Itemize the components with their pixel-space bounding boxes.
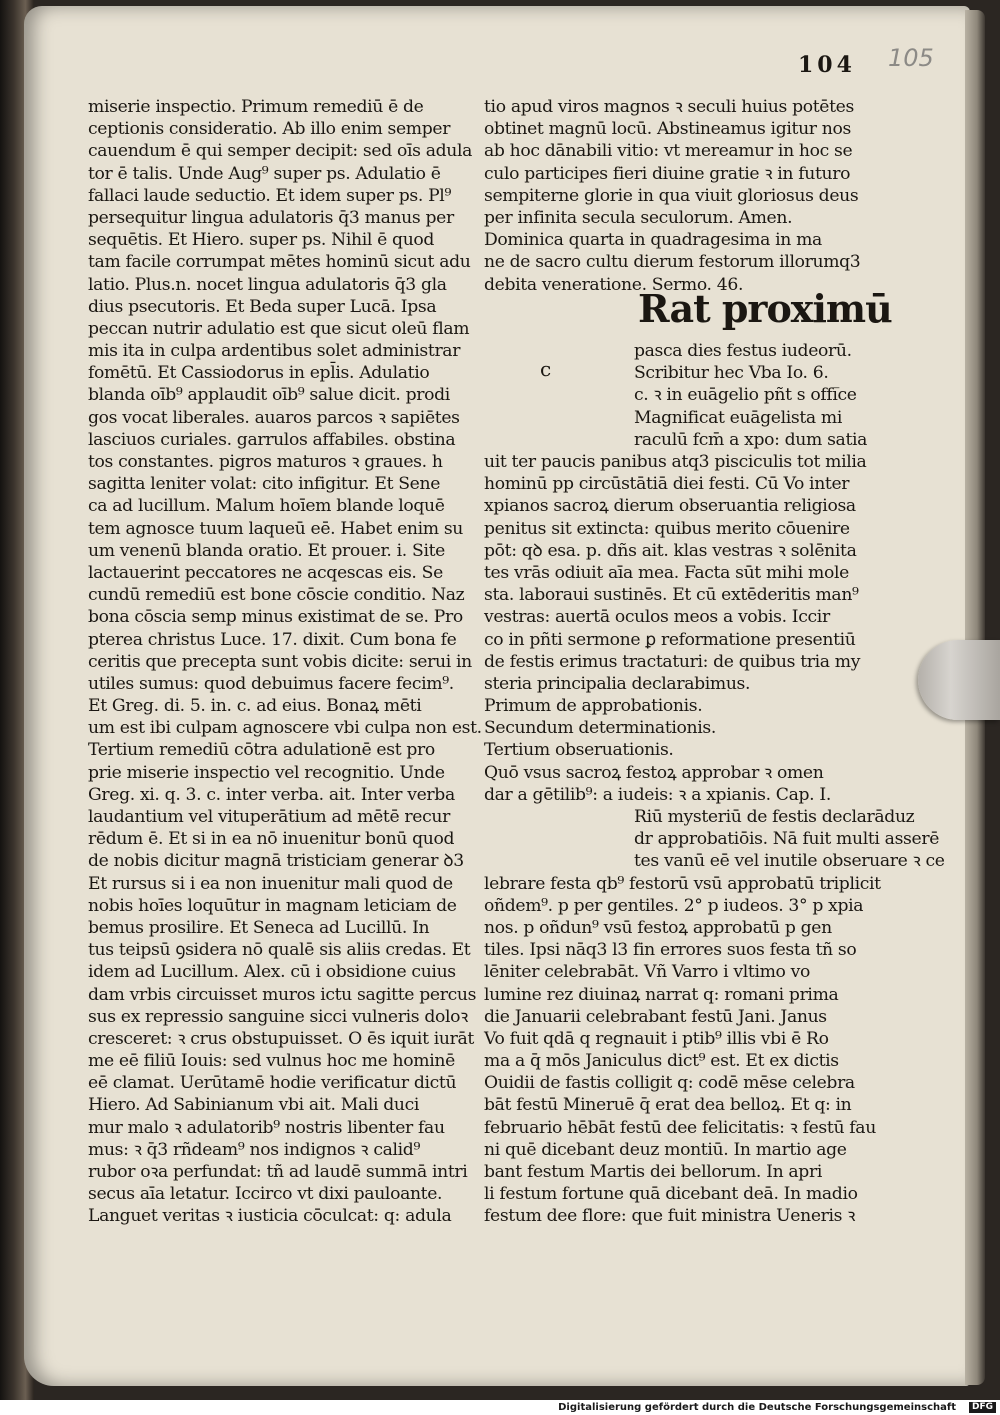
left-text-column [88,96,482,1228]
text-line: Et rursus si i ea non inuenitur mali quod de [88,873,453,894]
text-line: nobis hoīes loquūtur in magnam leticiam de [88,895,457,916]
page-clip [918,640,1000,720]
text-line: ne de sacro cultu dierum festorum illorumq3 [484,252,861,273]
text-line: uit ter paucis panibus atq3 pisciculis tot milia [484,452,867,473]
text-line: dar a gētilib⁹: a iudeis: ꝛ a xpianis. Cap. I. [484,784,831,805]
text-line: rubor oꝛa perfundat: tñ ad laudē summā intri [88,1162,468,1182]
text-line: Greg. xi. q. 3. c. inter verba. ait. Inter verba [88,784,455,805]
text-line: de nobis dicitur magnā tristiciam generar ꝺ3 [88,851,464,872]
text-line: Magnificat euāgelista mi [634,407,843,428]
pencil-page-number: 105 [888,44,934,72]
text-line: c. ꝛ in euāgelio pñt s offi̅ce [634,385,857,406]
text-line: mur malo ꝛ adulatorib⁹ nostris libenter fau [88,1117,445,1138]
text-line: bant festum Martis dei bellorum. In apri [484,1162,822,1183]
text-line: cauendum ē qui semper decipit: sed oīs adula [88,141,473,162]
text-line: nos. p oñdun⁹ vsū festoꝝ approbatū p gen [484,917,832,938]
decorated-initial-heading: Rat proximū [638,286,892,331]
text-line: debita veneratione. Sermo. 46. [484,274,744,295]
text-line: Vo fuit qdā q regnauit i ptib⁹ illis vbi ē Ro [484,1028,829,1049]
text-line: blanda oīb⁹ applaudit oīb⁹ salue dicit. prodi [88,385,450,406]
text-line: lēniter celebrabāt. Vñ Varro i vltimo vo [484,962,811,983]
text-line: ceptionis consideratio. Ab illo enim semper [88,119,451,140]
text-line: obtinet magnū locū. Abstineamus igitur nos [484,119,851,140]
text-line: pasca dies festus iudeorū. [634,341,852,362]
text-line: peccan nutrir adulatio est que sicut oleū flam [88,318,470,339]
text-line: fomētū. Et Cassiodorus in epl̄is. Adulatio [88,363,430,384]
text-line: tor ē talis. Unde Aug⁹ super ps. Adulatio ē [88,163,441,184]
text-line: lumine rez diuinaꝝ narrat q: romani prima [484,984,839,1005]
text-line: oñdem⁹. p per gentiles. 2° p iudeos. 3° p xpia [484,895,864,916]
text-line: sempiterne glorie in qua viuit gloriosus deus [484,185,859,206]
text-line: pōt: qꝺ esa. p. dñs ait. klas vestras ꝛ solēnita [484,540,857,561]
text-line: die Januarii celebrabant festū Jani. Janus [484,1006,827,1027]
text-line: Scribitur hec Vba Io. 6. [634,363,829,384]
text-line: pterea christus Luce. 17. dixit. Cum bona fe [88,629,457,650]
text-line: bāt festū Mineruē q̄ erat dea belloꝝ. Et q: in [484,1095,852,1116]
text-line: cundū remediū est bone cōscie conditio. Naz [88,585,465,606]
right-text-column [484,96,945,1228]
text-line: tiles. Ipsi nāq3 l3 fin errores suos festa tñ so [484,940,857,961]
text-line: co in pñti sermone ꝑ reformatione presentiū [484,629,856,650]
text-line: eē clamat. Uerūtamē hodie verificatur dictū [88,1073,457,1094]
text-line: gos vocat liberales. auaros parcos ꝛ sapiētes [88,407,460,428]
text-line: cresceret: ꝛ crus obstupuisset. O ēs iquit iurāt [88,1028,474,1049]
text-line: dr approbatiōis. Nā fuit multi asserē [634,829,940,850]
text-line: Dominica quarta in quadragesima in ma [484,230,822,251]
guide-letter: c [540,357,552,381]
text-line: tem agnosce tuum laqueū eē. Habet enim su [88,518,464,539]
text-line: sus ex repressio sanguine sicci vulneris doloꝛ [88,1006,468,1027]
dfg-logo: DFG [969,1402,996,1413]
text-line: tes vanū eē vel inutile obseruare ꝛ ce [634,851,945,872]
text-line: ab hoc dānabili vitio: vt mereamur in hoc se [484,141,853,162]
text-line: penitus sit extincta: quibus merito cōuenire [484,518,850,539]
folio-number: 104 [798,52,856,78]
text-line: persequitur lingua adulatoris q̄3 manus per [88,207,454,228]
text-line: lebrare festa qb⁹ festorū vsū approbatū triplicit [484,873,881,894]
text-line: sta. laboraui sustinēs. Et cū extēderitis man⁹ [484,585,859,606]
text-line: sagitta leniter volat: cito infigitur. Et Sene [88,474,441,495]
text-line: tus teipsū ꝯsidera nō qualē sis aliis credas. Et [88,940,471,961]
text-line: idem ad Lucillum. Alex. cū i obsidione cuius [88,962,456,983]
text-line: Ouidii de fastis colligit q: codē mēse celebra [484,1073,855,1094]
digitization-footer [0,1400,1000,1415]
text-line: ma a q̄ mōs Janiculus dict⁹ est. Et ex dictis [484,1051,839,1072]
text-line: utiles sumus: quod debuimus facere fecim⁹. [88,673,454,694]
text-line: festum dee flore: que fuit ministra Ueneris ꝛ [484,1206,856,1227]
text-line: bona cōscia semp minus existimat de se. Pro [88,607,463,628]
text-line: Et Greg. di. 5. in. c. ad eius. Bonaꝝ mēti [88,696,422,717]
text-line: latio. Plus.n. nocet lingua adulatoris q̄3 gla [88,274,447,295]
right-column-main [484,451,867,806]
text-line: ca ad lucillum. Malum hoīem blande loquē [88,496,445,517]
text-line: Secundum determinationis. [484,718,716,739]
text-line: raculū fcm̄ a xpo: dum satia [634,429,868,450]
text-line: Tertium remediū cōtra adulationē est pro [88,740,435,761]
text-line: xpianos sacroꝝ dierum obseruantia religiosa [484,496,856,517]
text-line: Languet veritas ꝛ iusticia cōculcat: q: adula [88,1206,452,1227]
text-line: li festum fortune quā dicebant deā. In madio [484,1184,858,1205]
text-line: sequētis. Et Hiero. super ps. Nihil ē quod [88,230,435,251]
text-line: bemus prosilire. Et Seneca ad Lucillū. In [88,917,430,938]
text-line: um est ibi culpam agnoscere vbi culpa non est. [88,718,482,739]
text-line: februario hēbāt festū dee felicitatis: ꝛ festū fau [484,1117,876,1138]
text-line: Tertium obseruationis. [484,740,674,761]
text-line: tes vrās odiuit aīa mea. Facta sūt mihi mole [484,562,849,583]
text-line: tio apud viros magnos ꝛ seculi huius potētes [484,97,854,117]
text-line: dius psecutoris. Et Beda super Lucā. Ipsa [88,296,437,317]
text-line: per infinita secula seculorum. Amen. [484,207,793,228]
text-line: ni quē dicebant deuz montiū. In martio age [484,1139,847,1160]
text-line: Quō vsus sacroꝝ festoꝝ approbar ꝛ omen [484,762,824,783]
text-line: mus: ꝛ q̄3 rñdeam⁹ nos indignos ꝛ calid⁹ [88,1139,421,1160]
text-line: um venenū blanda oratio. Et prouer. i. Site [88,540,445,561]
right-column-indented-second [484,806,945,873]
text-line: prie miserie inspectio vel recognitio. Unde [88,762,445,783]
right-column-top [484,96,864,296]
text-line: vestras: auertā oculos meos a vobis. Iccir [484,607,830,628]
text-line: de festis erimus tractaturi: de quibus tria my [484,651,861,672]
text-line: lactauerint peccatores ne acqescas eis. Se [88,562,443,583]
text-line: Riū mysteriū de festis declarāduz [634,807,915,828]
funding-note: Digitalisierung gefördert durch die Deutsche Forschungsgemeinschaft [558,1402,956,1413]
text-line: me eē filiū Iouis: sed vulnus hoc me hominē [88,1051,455,1072]
text-line: culo participes fieri diuine gratie ꝛ in futuro [484,163,851,184]
text-line: dam vrbis circuisset muros ictu sagitte percus [88,984,477,1005]
text-line: Hiero. Ad Sabinianum vbi ait. Mali duci [88,1095,420,1116]
text-line: miserie inspectio. Primum remediū ē de [88,97,424,117]
text-line: laudantium vel vituperātium ad mētē recur [88,807,450,827]
text-line: mis ita in culpa ardentibus solet administrar [88,341,461,362]
text-line: Primum de approbationis. [484,696,703,717]
text-line: steria principalia declarabimus. [484,673,751,694]
right-column-end [484,873,881,1228]
text-line: tam facile corrumpat mētes hominū sicut adu [88,252,471,273]
text-line: secus aīa letatur. Iccirco vt dixi pauloante. [88,1184,443,1205]
text-line: ceritis que precepta sunt vobis dicite: serui in [88,651,472,672]
text-line: rēdum ē. Et si in ea nō inuenitur bonū quod [88,829,455,850]
text-line: hominū pp circūstātiā diei festi. Cū Vo inter [484,474,850,495]
text-line: fallaci laude seductio. Et idem super ps. Pl⁹ [88,185,451,206]
text-line: lasciuos curiales. garrulos affabiles. obstina [88,429,456,450]
text-line: tos constantes. pigros maturos ꝛ graues. h [88,452,443,472]
